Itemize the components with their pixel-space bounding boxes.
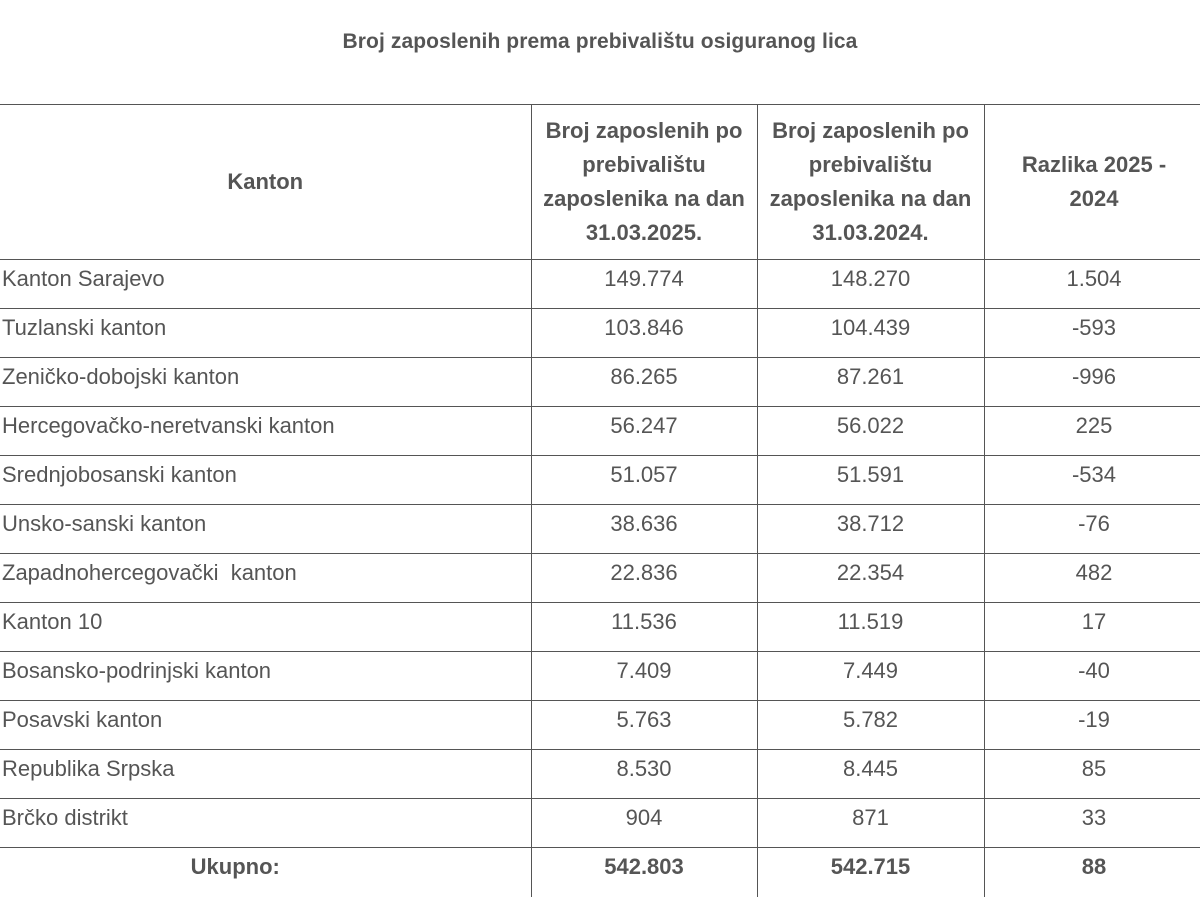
value-diff: -534 <box>984 456 1200 505</box>
table-row <box>0 799 1200 848</box>
value-diff: 225 <box>984 407 1200 456</box>
value-2024: 7.449 <box>757 652 984 701</box>
total-2024: 542.715 <box>757 848 984 897</box>
table-row <box>0 407 1200 456</box>
value-2025: 22.836 <box>531 554 757 603</box>
table-row <box>0 701 1200 750</box>
table-row <box>0 554 1200 603</box>
table-row <box>0 456 1200 505</box>
value-2025: 86.265 <box>531 358 757 407</box>
value-2025: 38.636 <box>531 505 757 554</box>
value-diff: -996 <box>984 358 1200 407</box>
header-kanton: Kanton <box>0 105 531 260</box>
table-row <box>0 652 1200 701</box>
kanton-name: Zeničko-dobojski kanton <box>0 358 531 407</box>
value-2024: 8.445 <box>757 750 984 799</box>
kanton-name: Posavski kanton <box>0 701 531 750</box>
table-row <box>0 358 1200 407</box>
table-row <box>0 309 1200 358</box>
value-2024: 11.519 <box>757 603 984 652</box>
value-2025: 51.057 <box>531 456 757 505</box>
value-2024: 38.712 <box>757 505 984 554</box>
value-2025: 7.409 <box>531 652 757 701</box>
value-2025: 8.530 <box>531 750 757 799</box>
value-2024: 871 <box>757 799 984 848</box>
value-2024: 22.354 <box>757 554 984 603</box>
kanton-name: Brčko distrikt <box>0 799 531 848</box>
total-row <box>0 848 1200 897</box>
value-diff: 1.504 <box>984 260 1200 309</box>
header-2025: Broj zaposlenih po prebivalištu zaposlenika na dan 31.03.2025. <box>531 105 757 260</box>
value-diff: 33 <box>984 799 1200 848</box>
value-2025: 149.774 <box>531 260 757 309</box>
value-diff: 85 <box>984 750 1200 799</box>
kanton-name: Srednjobosanski kanton <box>0 456 531 505</box>
value-2025: 56.247 <box>531 407 757 456</box>
table-row <box>0 750 1200 799</box>
header-2024: Broj zaposlenih po prebivalištu zaposlenika na dan 31.03.2024. <box>757 105 984 260</box>
value-2024: 56.022 <box>757 407 984 456</box>
kanton-name: Kanton Sarajevo <box>0 260 531 309</box>
value-2025: 11.536 <box>531 603 757 652</box>
total-2025: 542.803 <box>531 848 757 897</box>
table-row <box>0 603 1200 652</box>
value-2025: 103.846 <box>531 309 757 358</box>
value-2024: 104.439 <box>757 309 984 358</box>
table-header-row <box>0 105 1200 260</box>
value-2024: 51.591 <box>757 456 984 505</box>
kanton-name: Republika Srpska <box>0 750 531 799</box>
value-diff: 17 <box>984 603 1200 652</box>
value-2024: 5.782 <box>757 701 984 750</box>
table-title: Broj zaposlenih prema prebivalištu osiguranog lica <box>342 30 858 53</box>
table-row <box>0 260 1200 309</box>
value-2025: 5.763 <box>531 701 757 750</box>
kanton-name: Hercegovačko-neretvanski kanton <box>0 407 531 456</box>
value-2025: 904 <box>531 799 757 848</box>
kanton-name: Kanton 10 <box>0 603 531 652</box>
value-2024: 87.261 <box>757 358 984 407</box>
header-razlika: Razlika 2025 - 2024 <box>984 105 1200 260</box>
value-2024: 148.270 <box>757 260 984 309</box>
value-diff: -19 <box>984 701 1200 750</box>
value-diff: -76 <box>984 505 1200 554</box>
value-diff: 482 <box>984 554 1200 603</box>
kanton-name: Tuzlanski kanton <box>0 309 531 358</box>
kanton-name: Unsko-sanski kanton <box>0 505 531 554</box>
kanton-name: Bosansko-podrinjski kanton <box>0 652 531 701</box>
table-row <box>0 505 1200 554</box>
kanton-name: Zapadnohercegovački kanton <box>0 554 531 603</box>
value-diff: -40 <box>984 652 1200 701</box>
total-diff: 88 <box>984 848 1200 897</box>
total-label: Ukupno: <box>0 848 531 897</box>
value-diff: -593 <box>984 309 1200 358</box>
employment-table <box>0 104 1200 897</box>
